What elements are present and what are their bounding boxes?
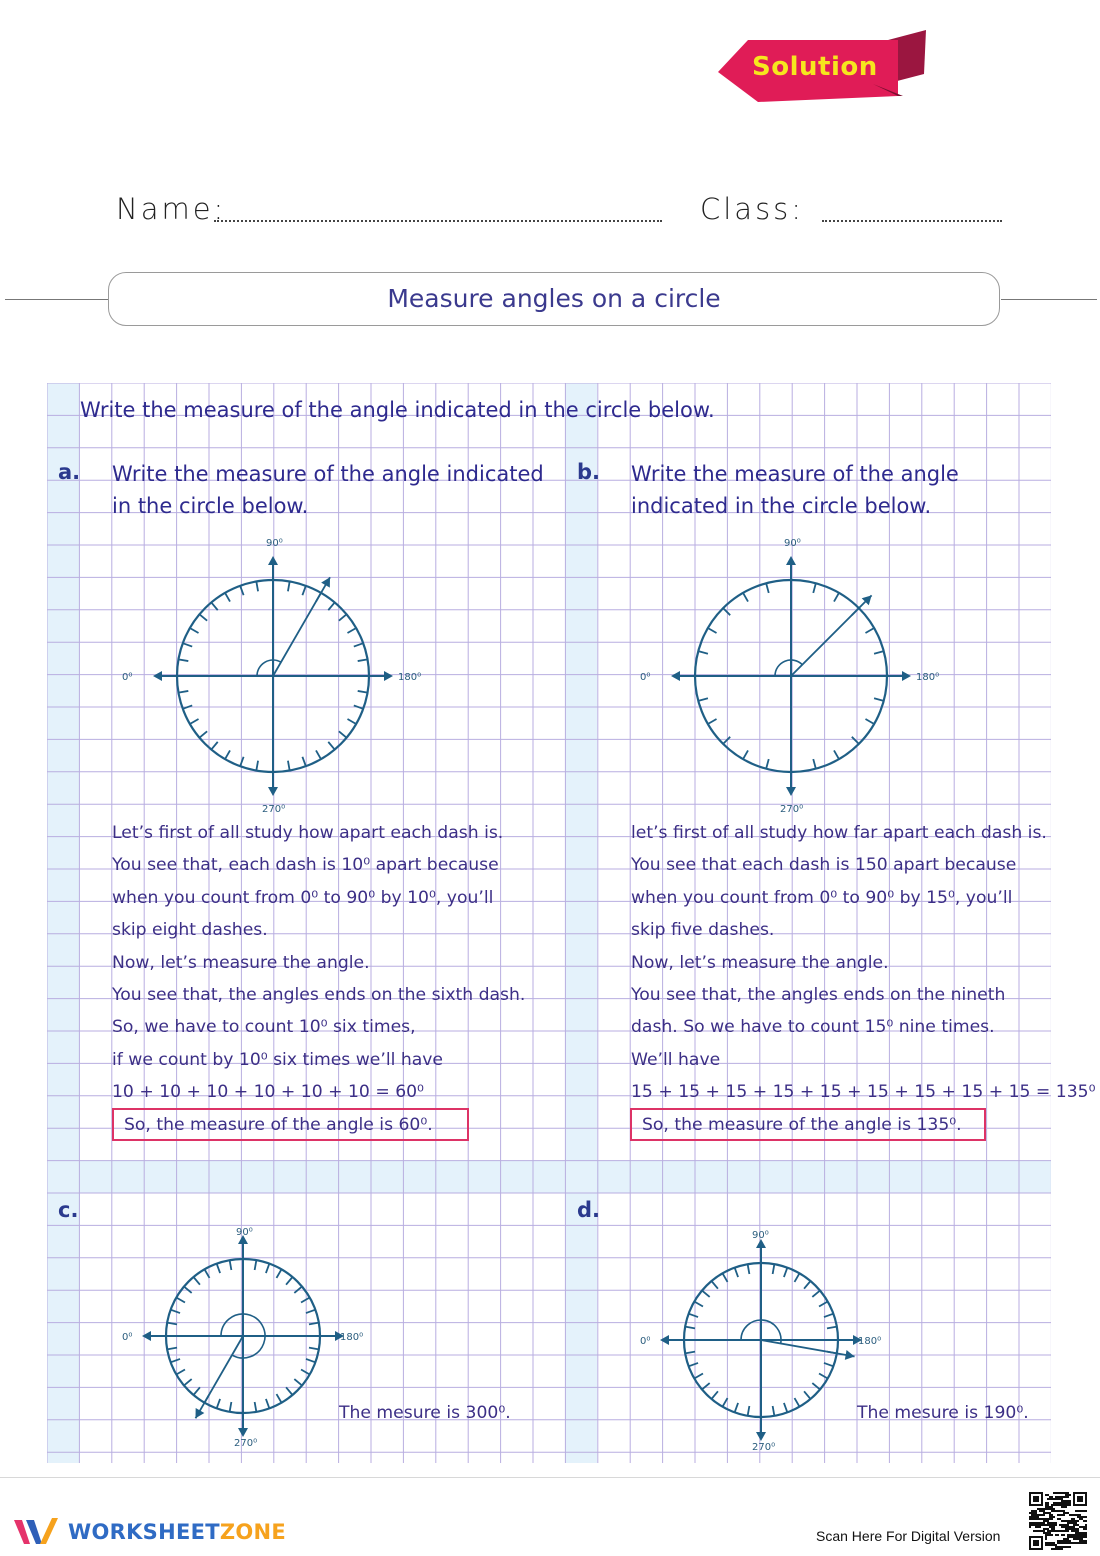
worksheetzone-logo-text[interactable]: WORKSHEETZONE: [68, 1520, 287, 1544]
explanation-line: You see that, the angles ends on the sixth dash.: [112, 985, 526, 1006]
problem-c-label: c.: [58, 1198, 79, 1222]
name-field[interactable]: [214, 220, 662, 222]
circle-d-label-180: 180⁰: [858, 1336, 882, 1347]
circle-b-label-270: 270⁰: [780, 804, 804, 815]
explanation-line: if we count by 10⁰ six times we’ll have: [112, 1049, 444, 1070]
name-label: Name:: [116, 192, 227, 226]
class-field[interactable]: [822, 220, 1002, 222]
explanation-line: Now, let’s measure the angle.: [112, 952, 370, 973]
circle-d-label-0: 0⁰: [640, 1336, 651, 1347]
explanation-line: You see that, the angles ends on the nineth: [631, 985, 1006, 1006]
problem-b-instruction: Write the measure of the angle indicated in the circle below.: [631, 462, 959, 518]
problem-a-label: a.: [58, 460, 81, 484]
circle-b-label-0: 0⁰: [640, 672, 651, 683]
circle-a-label-0: 0⁰: [122, 672, 133, 683]
explanation-line: 10 + 10 + 10 + 10 + 10 + 10 = 60⁰: [112, 1082, 424, 1103]
explanation-line: You see that each dash is 150 apart because: [631, 855, 1017, 876]
problem-a-answer: So, the measure of the angle is 60⁰.: [112, 1108, 469, 1141]
title-rule-left: [5, 299, 108, 300]
explanation-line: let’s first of all study how far apart each dash is.: [631, 823, 1047, 843]
explanation-line: when you count from 0⁰ to 90⁰ by 15⁰, you’ll: [631, 887, 1013, 908]
explanation-line: So, we have to count 10⁰ six times,: [112, 1017, 416, 1038]
explanation-line: Let’s first of all study how apart each dash is.: [112, 823, 504, 843]
circle-c-label-90: 90⁰: [236, 1227, 253, 1238]
page-title: Measure angles on a circle: [387, 284, 721, 313]
explanation-line: 15 + 15 + 15 + 15 + 15 + 15 + 15 + 15 + 15 = 135⁰: [631, 1082, 1096, 1103]
intro-instruction: Write the measure of the angle indicated in the circle below.: [80, 398, 715, 422]
circle-b-label-90: 90⁰: [784, 538, 801, 549]
circle-c-label-180: 180⁰: [340, 1332, 364, 1343]
circle-a: [110, 530, 440, 820]
explanation-line: Now, let’s measure the angle.: [631, 952, 889, 973]
explanation-line: skip five dashes.: [631, 920, 775, 941]
circle-c-label-0: 0⁰: [122, 1332, 133, 1343]
circle-a-label-90: 90⁰: [266, 538, 283, 549]
solution-label: Solution: [752, 52, 878, 82]
circle-d: [628, 1222, 888, 1462]
circle-b-label-180: 180⁰: [916, 672, 940, 683]
circle-a-label-270: 270⁰: [262, 804, 286, 815]
circle-c: [110, 1220, 370, 1460]
explanation-line: skip eight dashes.: [112, 920, 268, 941]
scan-caption: Scan Here For Digital Version: [816, 1528, 1001, 1544]
problem-a-instruction: Write the measure of the angle indicated in the circle below.: [112, 462, 544, 518]
problem-c-answer: The mesure is 300⁰.: [339, 1403, 511, 1423]
circle-b: [628, 530, 958, 820]
circle-d-label-270: 270⁰: [752, 1442, 776, 1453]
problem-a-explanation: [112, 817, 525, 1109]
circle-d-label-90: 90⁰: [752, 1230, 769, 1241]
qr-code[interactable]: [1029, 1492, 1087, 1550]
explanation-line: We’ll have: [631, 1049, 721, 1070]
explanation-line: You see that, each dash is 10⁰ apart because: [112, 855, 499, 876]
worksheetzone-logo-icon: [14, 1516, 62, 1548]
circle-a-label-180: 180⁰: [398, 672, 422, 683]
explanation-line: when you count from 0⁰ to 90⁰ by 10⁰, you’ll: [112, 887, 494, 908]
circle-c-label-270: 270⁰: [234, 1438, 258, 1449]
problem-d-label: d.: [577, 1198, 601, 1222]
problem-b-label: b.: [577, 460, 601, 484]
title-rule-right: [1001, 299, 1097, 300]
problem-d-answer: The mesure is 190⁰.: [857, 1403, 1029, 1423]
problem-b-explanation: [631, 817, 1095, 1109]
explanation-line: dash. So we have to count 15⁰ nine times.: [631, 1017, 995, 1038]
class-label: Class:: [700, 192, 805, 226]
footer-divider: [0, 1477, 1100, 1478]
problem-b-answer: So, the measure of the angle is 135⁰.: [630, 1108, 986, 1141]
